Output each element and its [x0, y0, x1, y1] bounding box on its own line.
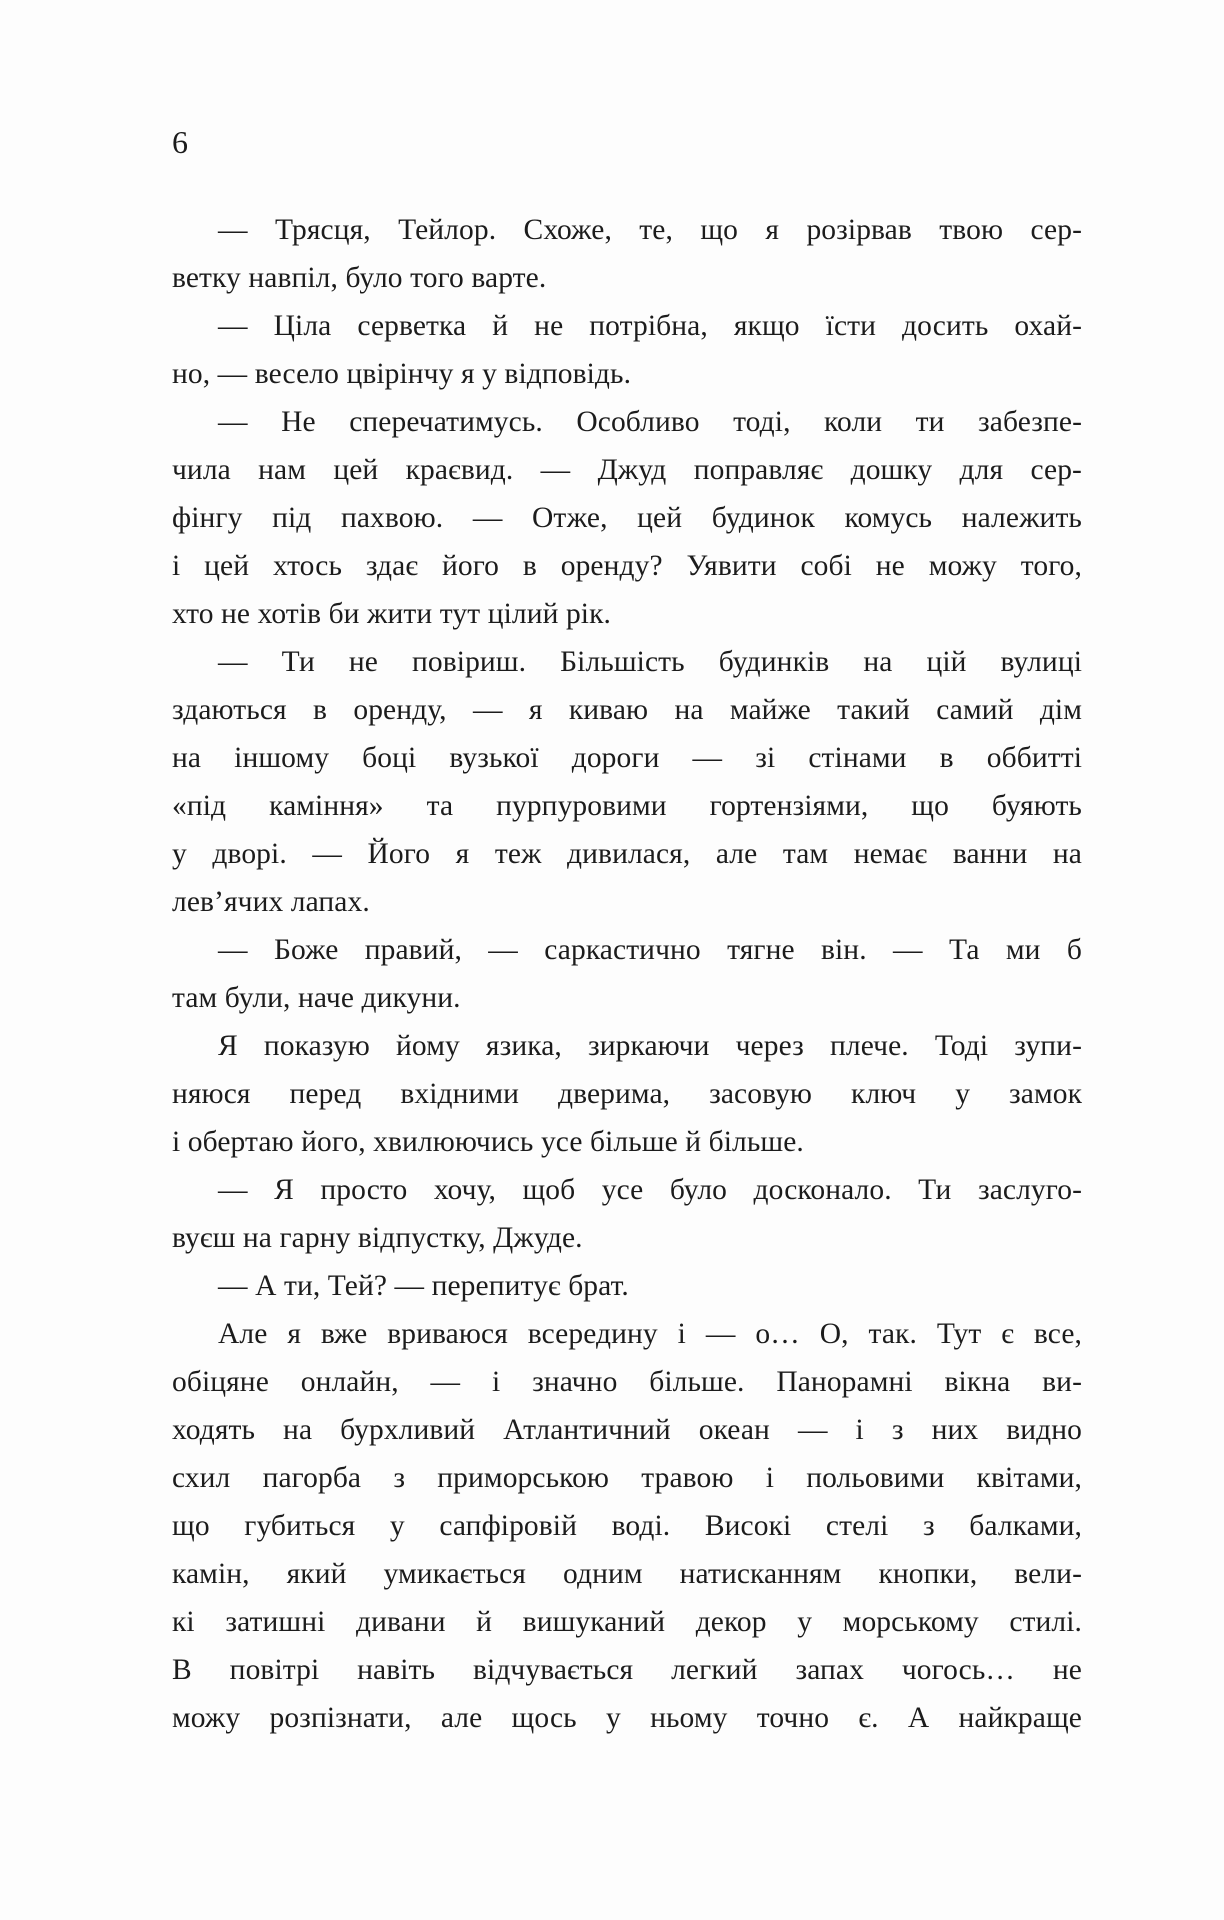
text-line: кі затишні дивани й вишуканий декор у морському стилі. — [172, 1606, 1082, 1638]
text-line: но, — весело цвірінчу я у відповідь. — [172, 358, 632, 390]
text-line: на іншому боці вузької дороги — зі стінами в оббитті — [172, 742, 1082, 774]
text-line: «під каміння» та пурпуровими гортензіями, що буяють — [172, 790, 1082, 822]
text-line: здаються в оренду, — я киваю на майже такий самий дім — [172, 694, 1082, 726]
text-line: — Ти не повіриш. Більшість будинків на цій вулиці — [218, 646, 1082, 678]
text-line: і обертаю його, хвилюючись усе більше й більше. — [172, 1126, 804, 1158]
text-line: фінгу під пахвою. — Отже, цей будинок комусь належить — [172, 502, 1082, 534]
text-line: чила нам цей краєвид. — Джуд поправляє дошку для сер- — [172, 454, 1082, 486]
text-line: ветку навпіл, було того варте. — [172, 262, 547, 294]
text-line: ходять на бурхливий Атлантичний океан — і з них видно — [172, 1414, 1082, 1446]
text-line: — Не сперечатимусь. Особливо тоді, коли ти забезпе- — [218, 406, 1082, 438]
text-line: що губиться у сапфіровій воді. Високі стелі з балками, — [172, 1510, 1082, 1542]
text-line: камін, який умикається одним натисканням кнопки, вели- — [172, 1558, 1082, 1590]
text-line: Я показую йому язика, зиркаючи через плече. Тоді зупи- — [218, 1030, 1082, 1062]
text-line: хто не хотів би жити тут цілий рік. — [172, 598, 611, 630]
text-line: Але я вже вриваюся всередину і — о… О, так. Тут є все, — [218, 1318, 1082, 1350]
text-line: обіцяне онлайн, — і значно більше. Панорамні вікна ви- — [172, 1366, 1082, 1398]
text-line: — Я просто хочу, щоб усе було досконало. Ти заслуго- — [218, 1174, 1082, 1206]
text-line: — А ти, Тей? — перепитує брат. — [218, 1270, 629, 1302]
page-number: 6 — [172, 124, 188, 160]
text-line: схил пагорба з приморською травою і польовими квітами, — [172, 1462, 1082, 1494]
text-line: няюся перед вхідними дверима, засовую ключ у замок — [172, 1078, 1082, 1110]
text-line: у дворі. — Його я теж дивилася, але там немає ванни на — [172, 838, 1082, 870]
text-line: — Трясця, Тейлор. Схоже, те, що я розірвав твою сер- — [218, 214, 1082, 246]
text-line: і цей хтось здає його в оренду? Уявити собі не можу того, — [172, 550, 1082, 582]
text-line: — Боже правий, — саркастично тягне він. — Та ми б — [218, 934, 1082, 966]
text-block — [172, 206, 1082, 1742]
text-line: вуєш на гарну відпустку, Джуде. — [172, 1222, 583, 1254]
text-line: можу розпізнати, але щось у ньому точно є. А найкраще — [172, 1702, 1082, 1734]
text-line: В повітрі навіть відчувається легкий запах чогось… не — [172, 1654, 1082, 1686]
text-line: — Ціла серветка й не потрібна, якщо їсти досить охай- — [218, 310, 1082, 342]
text-line: там були, наче дикуни. — [172, 982, 461, 1014]
text-line: лев’ячих лапах. — [172, 886, 370, 918]
